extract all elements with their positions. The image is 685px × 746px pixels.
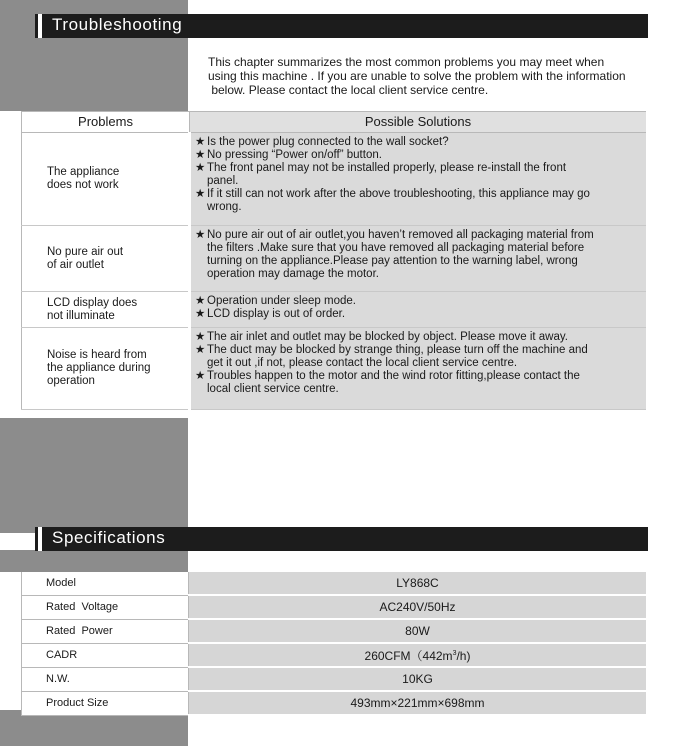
solution-item [195, 229, 642, 281]
solution-item [195, 162, 642, 188]
problem-text: Noise is heard from [47, 349, 147, 361]
star-bullet-icon: ★ [195, 162, 206, 174]
spec-value: 80W [189, 619, 647, 643]
table-row [22, 619, 647, 643]
intro-line: using this machine . If you are unable to solve the problem with the information [208, 69, 626, 83]
troubleshooting-table [21, 111, 646, 410]
spec-value: AC240V/50Hz [189, 595, 647, 619]
intro-line: This chapter summarizes the most common problems you may meet when [208, 55, 605, 69]
solution-item [195, 331, 642, 344]
problem-text: does not work [47, 179, 119, 191]
star-bullet-icon: ★ [195, 308, 206, 320]
specifications-header-bar [38, 527, 648, 551]
solution-text: wrong. [207, 201, 242, 213]
spec-value: LY868C [189, 572, 647, 595]
solution-text: No pure air out of air outlet,you haven’t removed all packaging material from [207, 229, 594, 241]
solution-item [195, 308, 642, 321]
table-row [22, 643, 647, 667]
problem-text: of air outlet [47, 258, 104, 271]
star-bullet-icon: ★ [195, 229, 206, 241]
intro-line: below. Please contact the local client service centre. [208, 83, 489, 97]
spec-value: 10KG [189, 667, 647, 691]
table-row [22, 328, 647, 410]
problem-cell [22, 133, 190, 226]
star-bullet-icon: ★ [195, 370, 206, 382]
spec-value [189, 643, 647, 667]
problem-cell [22, 292, 190, 328]
spec-label: N.W. [22, 667, 189, 691]
solution-text: operation may damage the motor. [207, 268, 379, 280]
spec-label: Rated Power [22, 619, 189, 643]
table-row [22, 595, 647, 619]
solution-text: The air inlet and outlet may be blocked by object. Please move it away. [207, 331, 568, 343]
troubleshooting-title: Troubleshooting [52, 15, 183, 34]
problem-cell [22, 226, 190, 292]
problem-text: LCD display does [47, 296, 138, 309]
solution-item [195, 149, 642, 162]
table-row [22, 133, 647, 226]
spec-label: Product Size [22, 691, 189, 715]
solution-text: local client service centre. [207, 383, 339, 395]
solutions-column-header: Possible Solutions [190, 112, 647, 133]
solution-text: turning on the appliance.Please pay attention to the warning label, wrong [207, 255, 578, 267]
solution-text: Operation under sleep mode. [207, 295, 356, 307]
star-bullet-icon: ★ [195, 188, 206, 200]
spec-value: 493mm×221mm×698mm [189, 691, 647, 715]
solution-cell [190, 328, 647, 410]
problem-cell [22, 328, 190, 410]
sidebar-gray-band-middle [0, 418, 188, 533]
star-bullet-icon: ★ [195, 136, 206, 148]
solution-text: The duct may be blocked by strange thing, please turn off the machine and [207, 344, 588, 356]
solution-item [195, 344, 642, 370]
problems-column-header: Problems [22, 112, 190, 133]
table-row [22, 226, 647, 292]
star-bullet-icon: ★ [195, 344, 206, 356]
solution-item [195, 295, 642, 308]
problem-text: not illuminate [47, 309, 115, 322]
solution-text: panel. [207, 175, 239, 187]
problem-text: The appliance [47, 166, 120, 178]
problem-text: the appliance during [47, 362, 151, 374]
spec-label: Rated Voltage [22, 595, 189, 619]
solution-text: Troubles happen to the motor and the wind rotor fitting,please contact the [207, 370, 580, 382]
spec-value-superscript: 3 [452, 649, 457, 657]
star-bullet-icon: ★ [195, 331, 206, 343]
table-row [22, 667, 647, 691]
problem-text: operation [47, 375, 95, 387]
specifications-table [21, 572, 646, 716]
spec-value-text: 260CFM（442m [364, 648, 453, 663]
solution-cell [190, 133, 647, 226]
solution-text: Is the power plug connected to the wall socket? [207, 136, 449, 148]
star-bullet-icon: ★ [195, 295, 206, 307]
solution-text: get it out ,if not, please contact the local client service centre. [207, 357, 518, 369]
table-row [22, 292, 647, 328]
spec-label: Model [22, 572, 189, 595]
spec-label: CADR [22, 643, 189, 667]
solution-text: No pressing “Power on/off” button. [207, 149, 382, 161]
star-bullet-icon: ★ [195, 149, 206, 161]
spec-value-unit: /h) [456, 648, 471, 663]
table-row [22, 691, 647, 715]
sidebar-gray-band-spec [0, 550, 188, 572]
specifications-title: Specifications [52, 528, 166, 547]
solution-text: The front panel may not be installed properly, please re-install the front [207, 162, 567, 174]
troubleshooting-intro [208, 55, 668, 97]
solution-cell [190, 292, 647, 328]
problem-text: No pure air out [47, 245, 124, 258]
solution-text: If it still can not work after the above troubleshooting, this appliance may go [207, 188, 590, 200]
solution-item [195, 188, 642, 214]
solution-text: LCD display is out of order. [207, 308, 346, 320]
solution-cell [190, 226, 647, 292]
troubleshooting-table-header [22, 112, 647, 133]
solution-item [195, 136, 642, 149]
troubleshooting-header-bar [38, 14, 648, 38]
solution-text: the filters .Make sure that you have removed all packaging material before [207, 242, 585, 254]
solution-item [195, 370, 642, 396]
table-row [22, 572, 647, 595]
